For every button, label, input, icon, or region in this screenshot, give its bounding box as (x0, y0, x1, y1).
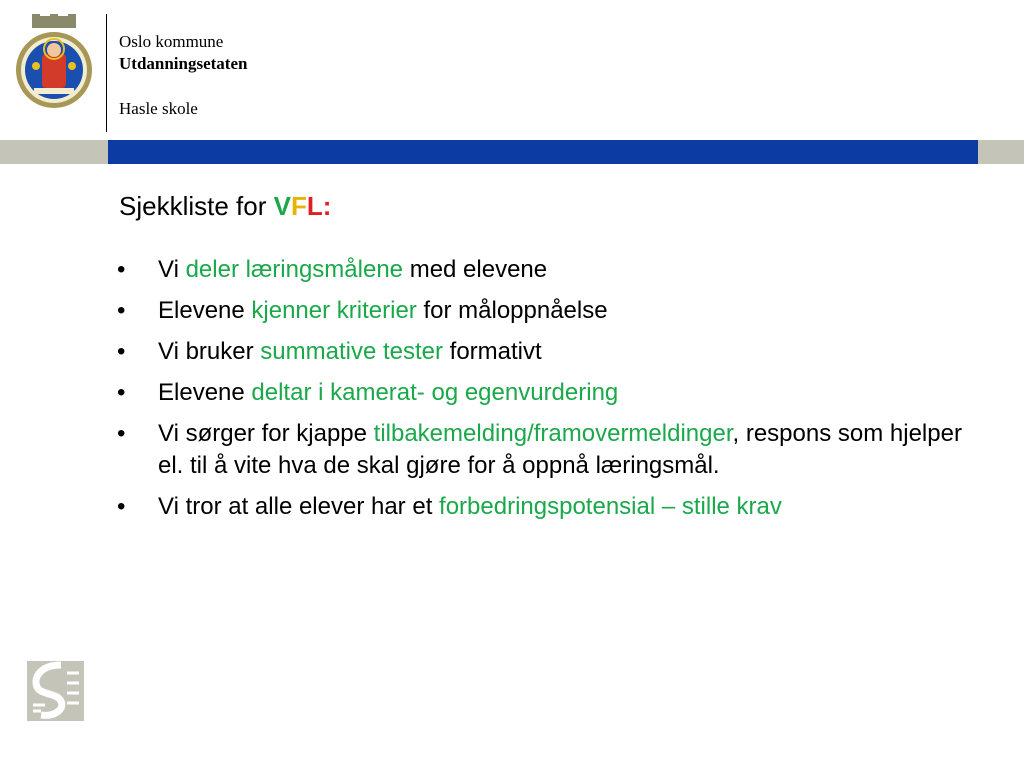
slide-title (119, 191, 331, 222)
slide-header (0, 0, 1024, 140)
checklist (117, 254, 977, 532)
list-item (117, 377, 977, 409)
item-text: Elevene (158, 297, 252, 324)
bullet-glyph: • (117, 338, 126, 365)
bullet-glyph: • (117, 379, 126, 406)
oslo-coat-of-arms-icon (14, 14, 94, 114)
item-text: med elevene (403, 256, 548, 283)
item-text: formativt (443, 338, 542, 365)
item-text: Vi tror at alle elever har et (158, 493, 440, 520)
list-item (117, 336, 977, 368)
title-letter-l: L (306, 191, 323, 221)
org-department: Utdanningsetaten (119, 54, 248, 73)
item-highlight: summative tester (260, 338, 443, 365)
item-highlight: tilbakemelding/framovermeldinger (373, 420, 733, 447)
bullet-glyph: • (117, 256, 126, 283)
bullet-glyph: • (117, 420, 126, 447)
list-item (117, 295, 977, 327)
bullet-glyph: • (117, 493, 126, 520)
item-text: for måloppnåelse (416, 297, 608, 324)
item-text: , respons som hjelper el. til å vite hva de skal gjøre for å oppnå læringsmål. (158, 420, 962, 479)
header-band-blue (108, 140, 978, 164)
title-colon: : (322, 191, 332, 221)
item-text: Vi sørger for kjappe (158, 420, 374, 447)
list-item (117, 491, 977, 523)
title-prefix: Sjekkliste for (119, 191, 274, 221)
skolen-logo-icon (27, 661, 84, 721)
school-name: Hasle skole (119, 99, 198, 118)
header-band-left (0, 140, 108, 164)
item-highlight: forbedringspotensial – stille krav (439, 493, 782, 520)
header-band-right (978, 140, 1024, 164)
title-letter-v: V (273, 191, 291, 221)
organization-block (119, 31, 247, 120)
item-text: Vi (158, 256, 186, 283)
bullet-glyph: • (117, 297, 126, 324)
item-text: Vi bruker (158, 338, 261, 365)
list-item (117, 254, 977, 286)
item-text: Elevene (158, 379, 252, 406)
org-name: Oslo kommune (119, 32, 224, 51)
header-divider (106, 14, 107, 132)
item-highlight: deler læringsmålene (185, 256, 404, 283)
item-highlight: kjenner kriterier (251, 297, 417, 324)
title-letter-f: F (290, 191, 307, 221)
item-highlight: deltar i kamerat- og egenvurdering (251, 379, 619, 406)
list-item (117, 418, 977, 482)
